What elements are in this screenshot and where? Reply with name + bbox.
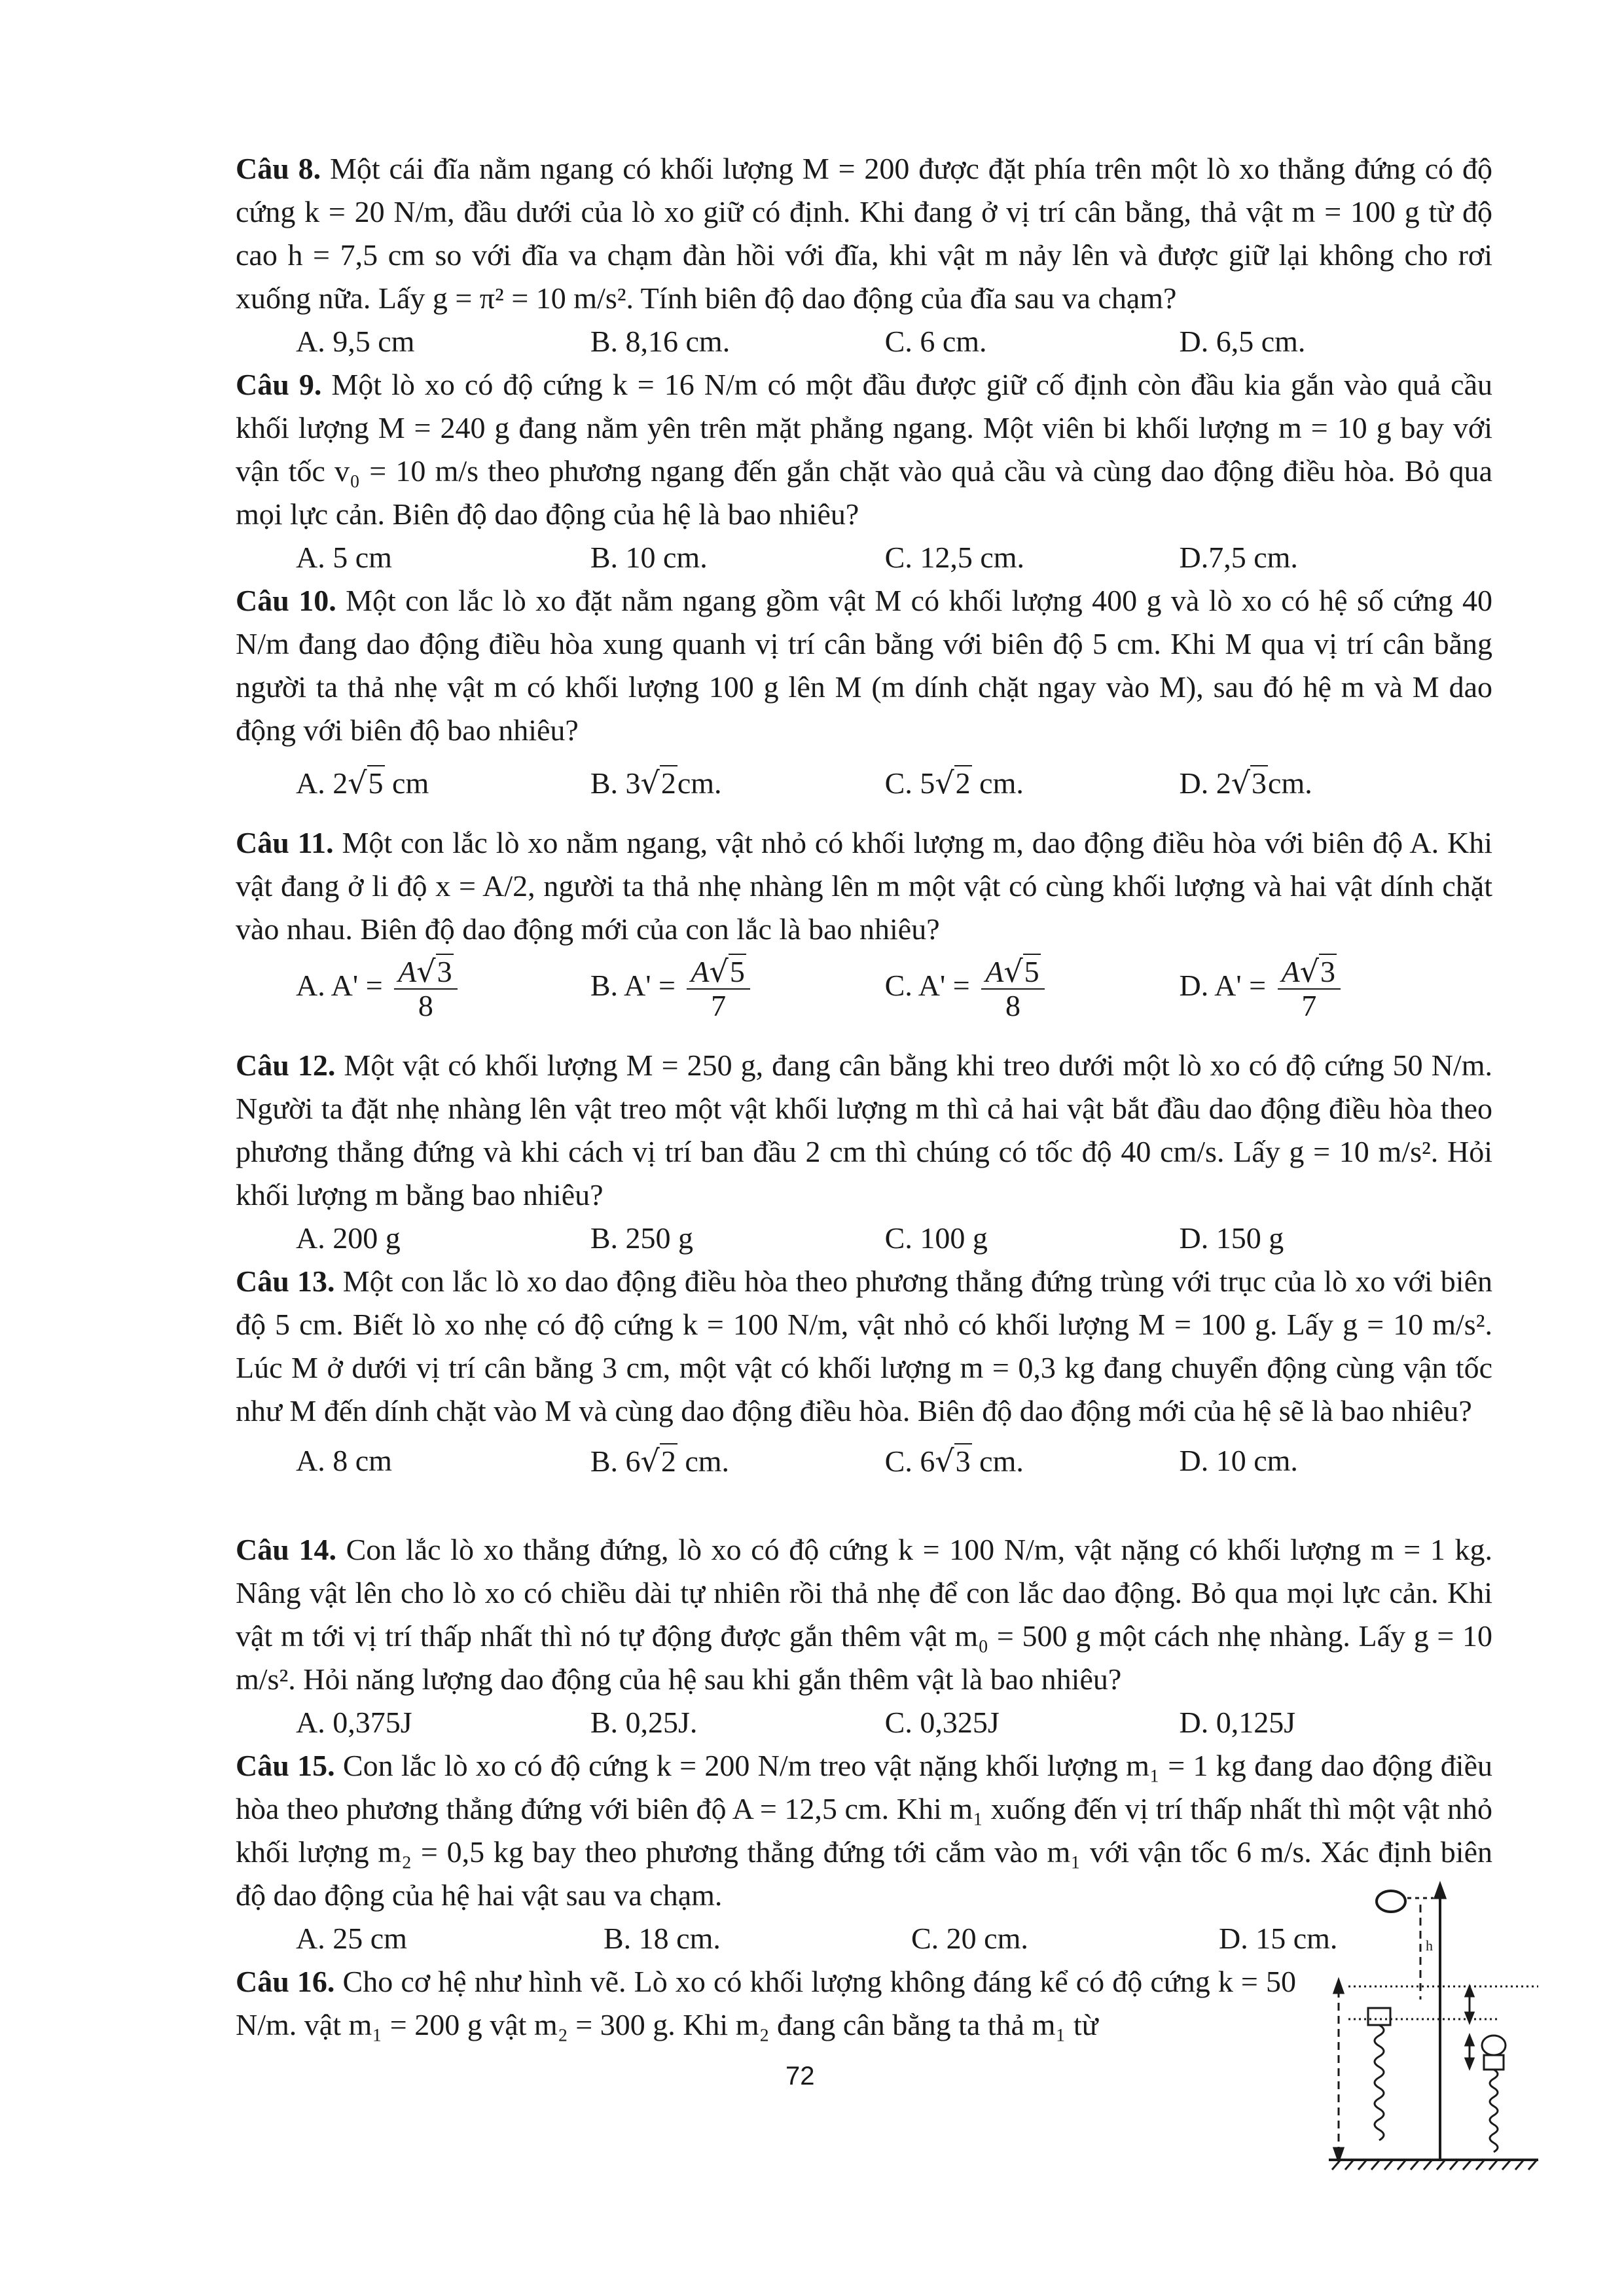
option-c: C. 12,5 cm.	[884, 541, 1025, 574]
question-13	[236, 1260, 1492, 1483]
option-c: C. A' = $\frac{A√5}{8}$	[885, 955, 1180, 1022]
question-12	[236, 1044, 1492, 1260]
question-10-stem: Câu 10. Một con lắc lò xo đặt nằm ngang gồm vật M có khối lượng 400 g và lò xo có hệ số cứng 40 N/m đang dao động điều hòa xung quanh vị trí cân bằng với biên độ 5 cm. Khi M qua vị trí cân bằng người ta thả nhẹ vật m có khối lượng 100 g lên M (m dính chặt ngay vào M), sau đó hệ m và M dao động với biên độ bao nhiêu?	[236, 584, 1492, 747]
small-down-arrow-icon	[1466, 2013, 1473, 2022]
option-d: D.7,5 cm.	[1179, 541, 1298, 574]
spring-right	[1490, 2070, 1498, 2152]
option-d: D. A' = $\frac{A√3}{7}$	[1179, 955, 1492, 1022]
option-d: D. 6,5 cm.	[1179, 325, 1306, 358]
question-8	[236, 147, 1492, 363]
question-9	[236, 363, 1492, 579]
ball-m1-right	[1482, 2036, 1506, 2055]
question-8-stem: Câu 8. Một cái đĩa nằm ngang có khối lượng M = 200 được đặt phía trên một lò xo thẳng đứng có độ cứng k = 20 N/m, đầu dưới của lò xo giữ có định. Khi đang ở vị trí cân bằng, thả vật m = 100 g từ độ cao h = 7,5 cm so với đĩa va chạm đàn hồi với đĩa, khi vật m nảy lên và được giữ lại không cho rơi xuống nữa. Lấy g = π² = 10 m/s². Tính biên độ dao động của đĩa sau va chạm?	[236, 152, 1493, 315]
options-row	[296, 536, 1492, 579]
fraction: $\frac{A√5}{8}$	[981, 955, 1044, 1022]
question-label: Câu 15.	[236, 1749, 335, 1782]
option-b: B. 8,16 cm.	[590, 325, 731, 358]
question-label: Câu 16.	[236, 1965, 335, 1998]
ground-hatching	[1332, 2161, 1536, 2170]
question-label: Câu 13.	[236, 1265, 335, 1298]
option-b: B. 3√2cm.	[590, 765, 722, 800]
options-row	[296, 1917, 1492, 1960]
options-row	[296, 320, 1492, 363]
question-label: Câu 14.	[236, 1533, 336, 1566]
question-15-stem: Câu 15. Con lắc lò xo có độ cứng k = 200 N/m treo vật nặng khối lượng m₁ = 1 kg đang dao động điều hòa theo phương thẳng đứng với biên độ A = 12,5 cm. Khi m₁ xuống đến vị trí thấp nhất thì một vật nhỏ khối lượng m₂ = 0,5 kg bay theo phương thẳng đứng tới cắm vào m₁ với vận tốc 6 m/s. Xác định biên độ dao động của hệ hai vật sau va chạm.	[236, 1749, 1492, 1912]
option-d: D. 150 g	[1179, 1221, 1284, 1255]
question-14	[236, 1528, 1492, 1744]
option-a: A. 0,375J	[296, 1706, 412, 1739]
question-13-stem: Câu 13. Một con lắc lò xo dao động điều hòa theo phương thẳng đứng trùng với trục của lò xo với biên độ 5 cm. Biết lò xo nhẹ có độ cứng k = 100 N/m, vật nhỏ có khối lượng M = 100 g. Lấy g = 10 m/s². Lúc M ở dưới vị trí cân bằng 3 cm, một vật có khối lượng m = 0,3 kg đang chuyển động cùng vận tốc như M đến dính chặt vào M và cùng dao động điều hòa. Biên độ dao động mới của hệ sẽ là bao nhiêu?	[236, 1265, 1492, 1427]
option-b: B. 10 cm.	[590, 541, 708, 574]
question-16	[236, 1960, 1296, 2047]
option-c: C. 20 cm.	[911, 1922, 1028, 1955]
option-a: A. 2√5 cm	[296, 765, 429, 800]
axis-arrow-icon	[1435, 1884, 1445, 1898]
question-11	[236, 821, 1492, 1022]
spring-left	[1375, 2025, 1384, 2140]
question-12-stem: Câu 12. Một vật có khối lượng M = 250 g, đang cân bằng khi treo dưới một lò xo có độ cứng 50 N/m. Người ta đặt nhẹ nhàng lên vật treo một vật khối lượng m thì cả hai vật bắt đầu dao động điều hòa theo phương thẳng đứng và khi cách vị trí ban đầu 2 cm thì chúng có tốc độ 40 cm/s. Lấy g = 10 m/s². Hỏi khối lượng m bằng bao nhiêu?	[236, 1049, 1492, 1211]
page-number: 72	[785, 2062, 815, 2090]
question-9-stem: Câu 9. Một lò xo có độ cứng k = 16 N/m có một đầu được giữ cố định còn đầu kia gắn vào quả cầu khối lượng M = 240 g đang nằm yên trên mặt phẳng ngang. Một viên bi khối lượng m = 10 g bay với vận tốc v₀ = 10 m/s theo phương ngang đến gắn chặt vào quả cầu và cùng dao động điều hòa. Bỏ qua mọi lực cản. Biên độ dao động của hệ là bao nhiêu?	[236, 368, 1493, 531]
option-a: A. 25 cm	[296, 1922, 407, 1955]
question-label: Câu 12.	[236, 1049, 336, 1082]
question-11-stem: Câu 11. Một con lắc lò xo nằm ngang, vật nhỏ có khối lượng m, dao động điều hòa với biên độ A. Khi vật đang ở li độ x = A/2, người ta thả nhẹ nhàng lên m một vật có cùng khối lượng và hai vật dính chặt vào nhau. Biên độ dao động mới của con lắc là bao nhiêu?	[236, 826, 1492, 946]
option-c: C. 0,325J	[884, 1706, 1000, 1739]
up-arrow-icon	[1334, 1980, 1343, 1993]
option-a: A. A' = $\frac{A√3}{8}$	[296, 955, 590, 1022]
options-row	[296, 1701, 1492, 1744]
option-b: B. 0,25J.	[590, 1706, 698, 1739]
options-row	[296, 1217, 1492, 1260]
option-a: A. 5 cm	[296, 541, 392, 574]
question-label: Câu 8.	[236, 152, 321, 185]
option-b: B. 250 g	[590, 1221, 694, 1255]
fraction: $\frac{A√5}{7}$	[687, 955, 749, 1022]
mass-m2-right	[1484, 2055, 1504, 2070]
option-d: D. 10 cm.	[1179, 1444, 1298, 1477]
option-b: B. 6√2 cm.	[590, 1443, 730, 1479]
small-up-arrow-icon	[1466, 1986, 1473, 1996]
option-b: B. A' = $\frac{A√5}{7}$	[590, 955, 885, 1022]
right-up-arrow-icon	[1466, 2036, 1473, 2045]
question-14-stem: Câu 14. Con lắc lò xo thẳng đứng, lò xo có độ cứng k = 100 N/m, vật nặng có khối lượng m = 1 kg. Nâng vật lên cho lò xo có chiều dài tự nhiên rồi thả nhẹ để con lắc dao động. Bỏ qua mọi lực cản. Khi vật m tới vị trí thấp nhất thì nó tự động được gắn thêm vật m₀ = 500 g một cách nhẹ nhàng. Lấy g = 10 m/s². Hỏi năng lượng dao động của hệ sau khi gắn thêm vật là bao nhiêu?	[236, 1533, 1492, 1696]
question-16-stem: Câu 16. Cho cơ hệ như hình vẽ. Lò xo có khối lượng không đáng kể có độ cứng k = 50 N/m. vật m₁ = 200 g vật m₂ = 300 g. Khi m₂ đang cân bằng ta thả m₁ từ	[236, 1965, 1296, 2041]
spring-system-figure	[1322, 1878, 1545, 2179]
option-d: D. 2√3cm.	[1179, 765, 1312, 800]
option-c: C. 5√2 cm.	[884, 765, 1024, 800]
question-label: Câu 9.	[236, 368, 322, 401]
option-c: C. 6 cm.	[884, 325, 987, 358]
figure-drawing	[1329, 1884, 1538, 2170]
question-10	[236, 579, 1492, 805]
fraction: $\frac{A√3}{7}$	[1278, 955, 1341, 1022]
options-row	[296, 1439, 1492, 1483]
option-d: D. 0,125J	[1179, 1706, 1296, 1739]
options-row	[296, 955, 1492, 1022]
fraction: $\frac{A√3}{8}$	[394, 955, 457, 1022]
options-row	[296, 761, 1492, 805]
right-down-arrow-icon	[1466, 2058, 1473, 2068]
option-c: C. 100 g	[884, 1221, 988, 1255]
option-d: D. 15 cm.	[1219, 1922, 1338, 1955]
ball-m1	[1377, 1891, 1405, 1912]
mass-m2-left	[1368, 2008, 1390, 2025]
option-a: A. 8 cm	[296, 1444, 392, 1477]
question-label: Câu 10.	[236, 584, 336, 617]
question-label: Câu 11.	[236, 826, 334, 859]
option-a: A. 9,5 cm	[296, 325, 415, 358]
question-15	[236, 1744, 1492, 1960]
option-a: A. 200 g	[296, 1221, 401, 1255]
height-label: h	[1426, 1937, 1433, 1954]
option-c: C. 6√3 cm.	[884, 1443, 1024, 1479]
option-b: B. 18 cm.	[604, 1922, 721, 1955]
